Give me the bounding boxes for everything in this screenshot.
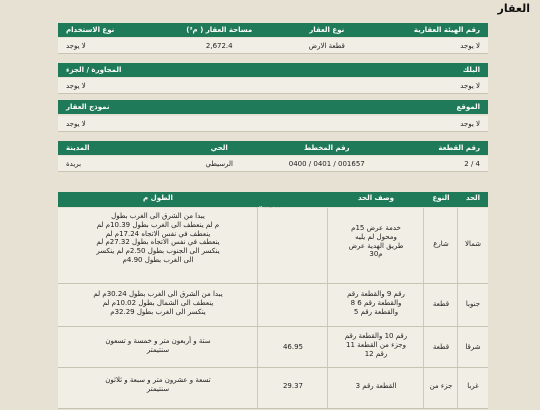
table-row xyxy=(58,208,488,284)
boundary-type: قطعة xyxy=(432,343,450,351)
page-title: العقار xyxy=(497,2,530,15)
value-city: بريدة xyxy=(58,156,166,172)
value-property-area: 2,672.4 xyxy=(166,38,274,54)
header-plot-number: رقم القطعة xyxy=(381,141,489,155)
value-plan-number: 0400 / 0401 / 001657 xyxy=(273,156,381,172)
table-row xyxy=(58,284,488,327)
value-property-model: لا يوجد xyxy=(58,116,273,132)
header-district: الحي xyxy=(166,141,274,155)
boundary-type: قطعة xyxy=(432,300,450,308)
boundary-length-text: ستة و أربعون متر و خمسة و تسعون سنتيمتر xyxy=(105,337,211,354)
value-block: لا يوجد xyxy=(273,78,488,94)
row3-headers xyxy=(58,100,488,114)
boundary-type: شارع xyxy=(433,240,449,248)
header-property-area: مساحة العقار ( م²) xyxy=(166,23,274,37)
header-neighborhood-part: المجاورة / الجزء xyxy=(58,63,273,77)
boundary-length-number: 29.37 xyxy=(282,382,304,390)
boundary-side: شرقا xyxy=(465,343,481,351)
row1-headers xyxy=(58,23,488,37)
header-city: المدينة xyxy=(58,141,166,155)
header-block: البلك xyxy=(273,63,488,77)
table-row xyxy=(58,327,488,368)
header-usage-type: نوع الاستخدام xyxy=(58,23,166,37)
header-plan-number: رقم المخطط xyxy=(273,141,381,155)
table-row xyxy=(58,368,488,409)
boundary-description: القطعة رقم 3 xyxy=(355,382,397,390)
value-location: لا يوجد xyxy=(273,116,488,132)
header-location: الموقع xyxy=(273,100,488,114)
boundary-side: غربا xyxy=(467,382,479,390)
boundary-length-text: تسعة و عشرون متر و سبعة و ثلاثون سنتيمتر xyxy=(105,376,211,393)
boundary-description: خدمة عرض 15م ومحول لم يليه طريق الهدية عرض 30م xyxy=(348,224,404,259)
value-registry-number: لا يوجد xyxy=(381,38,489,54)
header-boundary-description: وصف الحد xyxy=(357,194,394,202)
value-property-type: قطعة الارض xyxy=(273,38,381,54)
row1-values xyxy=(58,38,488,54)
boundary-length-number: 46.95 xyxy=(282,343,304,351)
boundary-side: شمالا xyxy=(464,240,482,248)
row4-headers xyxy=(58,141,488,155)
value-neighborhood-part: لا يوجد xyxy=(58,78,273,94)
header-boundary-length: الطول م xyxy=(143,194,173,202)
boundary-side: جنوبا xyxy=(465,300,481,308)
row4-values xyxy=(58,156,488,172)
header-property-model: نموذج العقار xyxy=(58,100,273,114)
header-registry-number: رقم الهيئة العقارية xyxy=(381,23,489,37)
header-property-type: نوع العقار xyxy=(273,23,381,37)
boundary-description: رقم 10 والقطعة رقم وجزء من القطعة 11 رقم 12 xyxy=(344,332,408,358)
header-boundary-type: النوع xyxy=(432,194,450,202)
value-district: الرسيطي xyxy=(166,156,274,172)
header-boundary-side: الحد xyxy=(465,194,481,202)
value-usage-type: لا يوجد xyxy=(58,38,166,54)
boundary-description: رقم 9 والقطعة رقم 8 والقطعة رقم 6 والقطعة رقم 5 xyxy=(347,290,405,316)
row2-values xyxy=(58,78,488,94)
row2-headers xyxy=(58,63,488,77)
boundary-length-text: يبدا من الشرق الى الغرب بطول 30.24م لم ينعطف الى الشمال بطول 10.02م لم ينكسر الى الغرب بطول 32.29م xyxy=(93,290,223,316)
boundary-type: جزء من xyxy=(429,382,453,390)
boundary-length-text: يبدا من الشرق الى الغرب بطول م لم ينعطف الى الغرب بطول 10.39م لم ينعطف في نفس الاتجاه 17.24م لم ينعطف في نفس الاتجاه بطول 27.32م لم ينكسر الى الجنوب بطول 2.50م لم ينكسر الى الغرب بطول 4.90م xyxy=(96,212,220,264)
value-plot-number: 2 / 4 xyxy=(381,156,489,172)
row3-values xyxy=(58,116,488,132)
